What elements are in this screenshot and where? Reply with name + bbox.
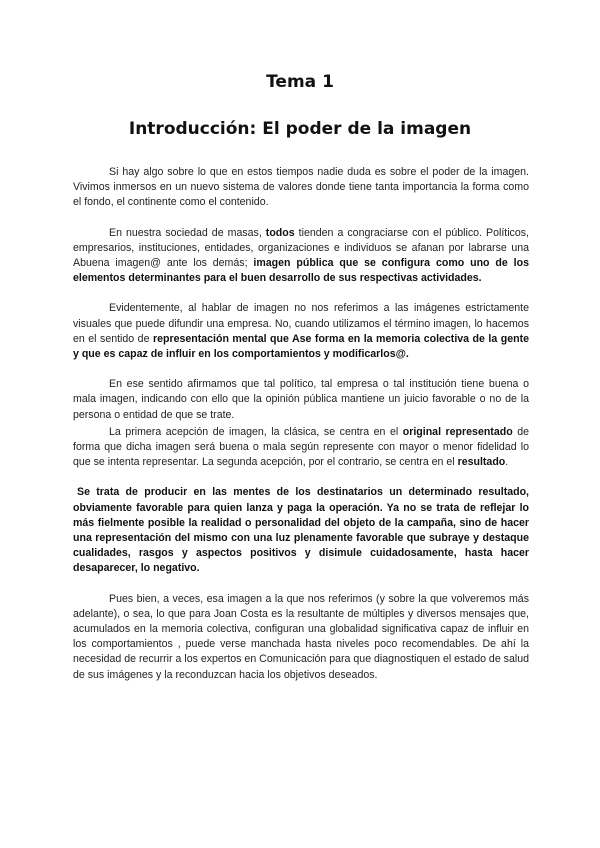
p5-bold-resultado: resultado (457, 456, 506, 469)
p3-bold-representacion: representación mental que Ase forma en la memoria colectiva de la gente y que es capaz de influir en los comportamientos y modificarlos@. (73, 332, 529, 361)
document-body (73, 165, 529, 683)
p5-bold-original: original representado (402, 425, 513, 438)
p5-text-c: de forma que dicha imagen será buena o mala según represente con mayor o menor fidelidad lo que se intenta representar. La segunda acepción, por el contrario, se centra en el (73, 425, 529, 469)
p5-text-a: La primera acepción de imagen, la clásica, se centra en el (109, 425, 403, 438)
chapter-label: Tema 1 (266, 72, 334, 92)
p5-text-d: . (505, 456, 509, 469)
paragraph-4: En ese sentido afirmamos que tal político, tal empresa o tal institución tiene buena o mala imagen, indicando con ello que la opinión pública mantiene un juicio favorable o no de la persona o entidad de que se trate. (73, 378, 529, 421)
paragraph-5 (73, 425, 529, 471)
paragraph-6: Se trata de producir en las mentes de los destinatarios un determinado resultado, obviamente favorable para quien lanza y paga la operación. Ya no se trata de reflejar lo más fielmente posible la realidad o personalidad del objeto de la campaña, sino de hacer una representación del mismo con una luz plenamente favorable que subraye y destaque cualidades, rasgos y aspectos positivos y disimule cuidadosamente, hasta hacer desaparecer, lo negativo. (73, 486, 529, 575)
paragraph-2 (73, 226, 529, 287)
p2-text-a: En nuestra sociedad de masas, (109, 226, 266, 239)
p2-bold-todos: todos (265, 226, 295, 239)
paragraph-3 (73, 301, 529, 362)
chapter-title: Introducción: El poder de la imagen (128, 119, 472, 139)
p2-text-c: tienden a congraciarse con el público. Políticos, empresarios, instituciones, entidades, organizaciones e individuos se afanan por labrarse una Abuena imagen@ ante los demás; (73, 226, 529, 270)
paragraph-1: Si hay algo sobre lo que en estos tiempos nadie duda es sobre el poder de la imagen. Vivimos inmersos en un nuevo sistema de valores donde tiene tanta importancia la forma como el fondo, el continente como el contenido. (73, 166, 529, 209)
paragraph-7: Pues bien, a veces, esa imagen a la que nos referimos (y sobre la que volveremos más adelante), o sea, lo que para Joan Costa es la resultante de múltiples y diversos mensajes que, acumulados en la memoria colectiva, configuran una globalidad significativa capaz de influir en los comportamientos , puede verse manchada hasta niveles poco recomendables. De ahí la necesidad de recurrir a los expertos en Comunicación para que diagnostiquen el estado de salud de sus imágenes y la reconduzcan hacia los objetivos deseados. (73, 592, 529, 681)
p3-text-a: Evidentemente, al hablar de imagen no nos referimos a las imágenes estrictamente visuales que puede difundir una empresa. No, cuando utilizamos el término imagen, lo hacemos en el sentido de (73, 302, 529, 345)
p2-bold-imagen-publica: imagen pública que se configura como uno de los elementos determinantes para el buen desarrollo de sus respectivas actividades. (73, 257, 529, 285)
